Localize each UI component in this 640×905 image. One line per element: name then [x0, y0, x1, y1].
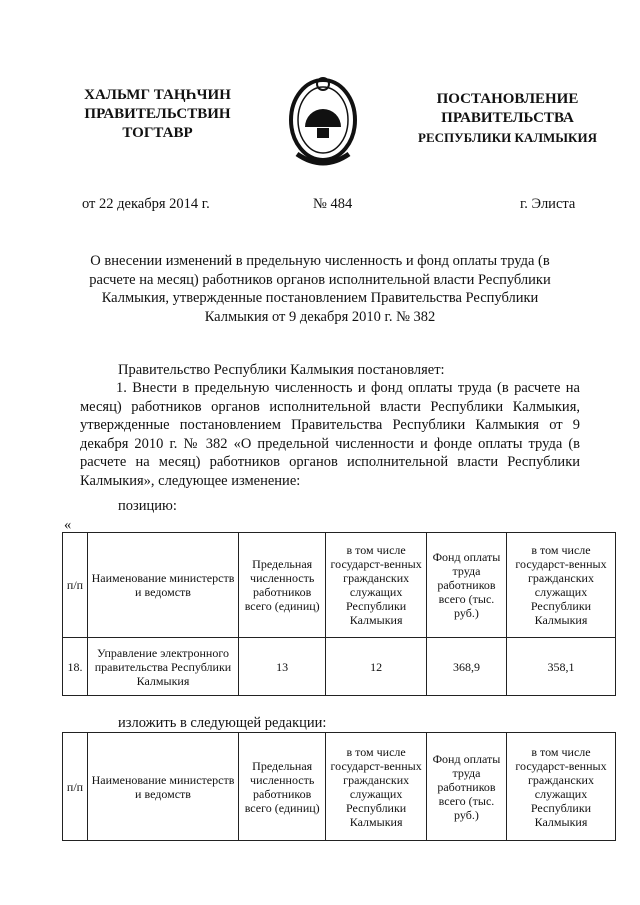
header-right-line: РЕСПУБЛИКИ КАЛМЫКИЯ — [418, 130, 597, 145]
title-line: Калмыкия от 9 декабря 2010 г. № 382 — [204, 308, 436, 325]
cell: 368,9 — [426, 638, 506, 696]
header-right — [405, 90, 610, 147]
header-left-line: ХАЛЬМГ ТАҢҺЧИН — [84, 87, 231, 103]
table-row — [63, 638, 616, 696]
header-cell: п/п — [63, 733, 88, 841]
header-cell: в том числе государст-венных гражданских служащих Республики Калмыкия — [326, 533, 427, 638]
position-label: позицию: — [118, 498, 177, 514]
title-line: расчете на месяц) работников органов исполнительной власти Республики — [89, 271, 551, 288]
header-left-line: ПРАВИТЕЛЬСТВИН — [84, 106, 231, 122]
header-cell: в том числе государст-венных гражданских служащих Республики Калмыкия — [326, 733, 427, 841]
coat-of-arms-emblem — [283, 72, 363, 172]
cell: 13 — [239, 638, 326, 696]
header-left-line: ТОГТАВР — [122, 125, 193, 141]
header-left — [70, 86, 245, 143]
header-cell: в том числе государст-венных гражданских служащих Республики Калмыкия — [507, 533, 616, 638]
header-cell: в том числе государст-венных гражданских служащих Республики Калмыкия — [507, 733, 616, 841]
cell: 358,1 — [507, 638, 616, 696]
table-new — [62, 732, 616, 841]
document-number: № 484 — [313, 196, 353, 212]
header-cell: Фонд оплаты труда работников всего (тыс. руб.) — [426, 533, 506, 638]
header-right-line: ПОСТАНОВЛЕНИЕ — [436, 91, 579, 107]
cell: Управление электронного правительства Республики Калмыкия — [88, 638, 239, 696]
header-cell: Предельная численность работников всего (единиц) — [239, 733, 326, 841]
opening-quote: « — [64, 517, 72, 533]
cell: 18. — [63, 638, 88, 696]
header-cell: Предельная численность работников всего (единиц) — [239, 533, 326, 638]
document-city: г. Элиста — [520, 196, 576, 212]
header-cell: п/п — [63, 533, 88, 638]
header-right-line: ПРАВИТЕЛЬСТВА — [441, 110, 574, 126]
document-date: от 22 декабря 2014 г. — [82, 196, 210, 212]
title-line: Калмыкия, утвержденные постановлением Правительства Республики — [101, 290, 539, 306]
restate-label: изложить в следующей редакции: — [118, 715, 327, 731]
header-cell: Фонд оплаты труда работников всего (тыс. руб.) — [426, 733, 506, 841]
title-line: О внесении изменений в предельную численность и фонд оплаты труда (в — [90, 253, 550, 269]
table-current — [62, 532, 616, 696]
cell: 12 — [326, 638, 427, 696]
paragraph-1: 1. Внести в предельную численность и фонд оплаты труда (в расчете на месяц) работников органов исполнительной власти Республики Калмыкия, утвержденные постановлением Правительства Республики Калмыкия от 9 декабря 2010 г. № 382 «О предельной численности и фонде оплаты труда (в расчете на месяц) работников органов исполнительной власти Республики Калмыкия», следующее изменение: — [80, 380, 580, 489]
intro-text: Правительство Республики Калмыкия постановляет: — [118, 362, 445, 378]
table-header-row — [63, 533, 616, 638]
table-header-row — [63, 733, 616, 841]
document-title — [60, 252, 580, 326]
header-cell: Наименование министерств и ведомств — [88, 533, 239, 638]
header-cell: Наименование министерств и ведомств — [88, 733, 239, 841]
